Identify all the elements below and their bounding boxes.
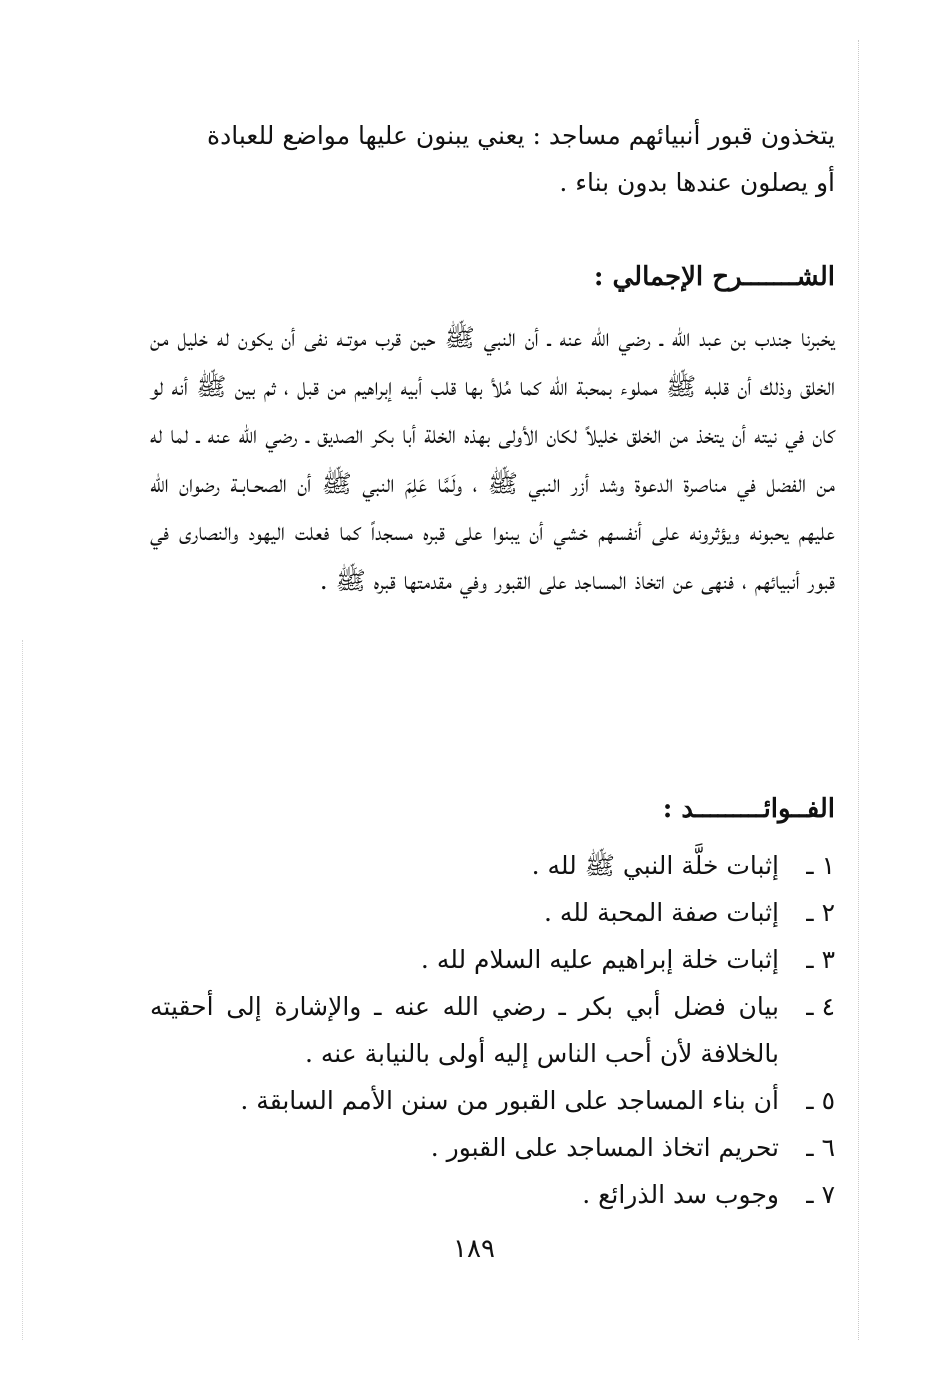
list-item-number: ٧ ـ <box>806 1180 835 1209</box>
list-item-text: وجوب سد الذرائع . <box>582 1180 779 1209</box>
list-item-text: أن بناء المساجد على القبور من سنن الأمم السابقة . <box>240 1086 779 1115</box>
list-item-number: ٣ ـ <box>806 945 835 974</box>
list-item-text: تحريم اتخاذ المساجد على القبور . <box>430 1133 779 1162</box>
list-item <box>150 1171 835 1218</box>
intro-line-1: يتخذون قبور أنبيائهم مساجد : يعني يبنون عليها مواضع للعبادة <box>207 121 835 150</box>
page-edge-line <box>858 40 859 1340</box>
list-item-number: ٦ ـ <box>806 1133 835 1162</box>
list-item-text: إثبات صفة المحبة لله . <box>543 898 779 927</box>
list-item <box>150 889 835 936</box>
fawaid-list <box>150 842 835 1218</box>
intro-paragraph <box>150 112 835 206</box>
section-heading-sharh: الشـــــــرح الإجمالي : <box>593 262 835 292</box>
list-item-number: ٤ ـ <box>806 992 835 1021</box>
page-number: ١٨٩ <box>453 1234 495 1264</box>
page-edge-line-left <box>22 640 23 1340</box>
list-item <box>150 1077 835 1124</box>
list-item <box>150 983 835 1077</box>
intro-line-2: أو يصلون عندها بدون بناء . <box>559 168 835 197</box>
list-item <box>150 1124 835 1171</box>
list-item <box>150 842 835 889</box>
list-item-text: بيان فضل أبي بكر ـ رضي الله عنه ـ والإشارة إلى أحقيته بالخلافة لأن أحب الناس إليه أولى بالنيابة عنه . <box>150 992 779 1068</box>
list-item <box>150 936 835 983</box>
section-heading-fawaid: الفــوائـــــــــد : <box>662 794 835 824</box>
list-item-number: ١ ـ <box>806 851 835 880</box>
list-item-number: ٥ ـ <box>806 1086 835 1115</box>
list-item-number: ٢ ـ <box>806 898 835 927</box>
list-item-text: إثبات خلَّة النبي ﷺ لله . <box>531 851 779 880</box>
list-item-text: إثبات خلة إبراهيم عليه السلام لله . <box>420 945 779 974</box>
sharh-paragraph: يخبرنا جندب بن عبد الله ـ رضي الله عنه ـ أن النبي ﷺ حين قرب موتـه نفى أن يكون له خليل من الخلق وذلك أن قلبه ﷺ مملوء بمحبة الله كما مُلأ بها قلب أبيه إبراهيم من قبل ، ثم بين ﷺ أنه لو كان في نيته أن يتخذ من الخلق خليلاً لكان الأولى بهذه الخلة أبا بكر الصديق ـ رضي الله عنه ـ لما له من الفضل في مناصرة الدعوة وشد أزر النبي ﷺ ، ولَمَّا عَلِمَ النبي ﷺ أن الصحـابـة رضوان الله عليهم يحبونه ويؤثرونه على أنفسهم خشي أن يبنوا على قبره مسجداً كما فعلت اليهود والنصارى في قبور أنبيائهم ، فنهى عن اتخاذ المساجد على القبور وفي مقدمتها قبره ﷺ . <box>150 323 836 595</box>
